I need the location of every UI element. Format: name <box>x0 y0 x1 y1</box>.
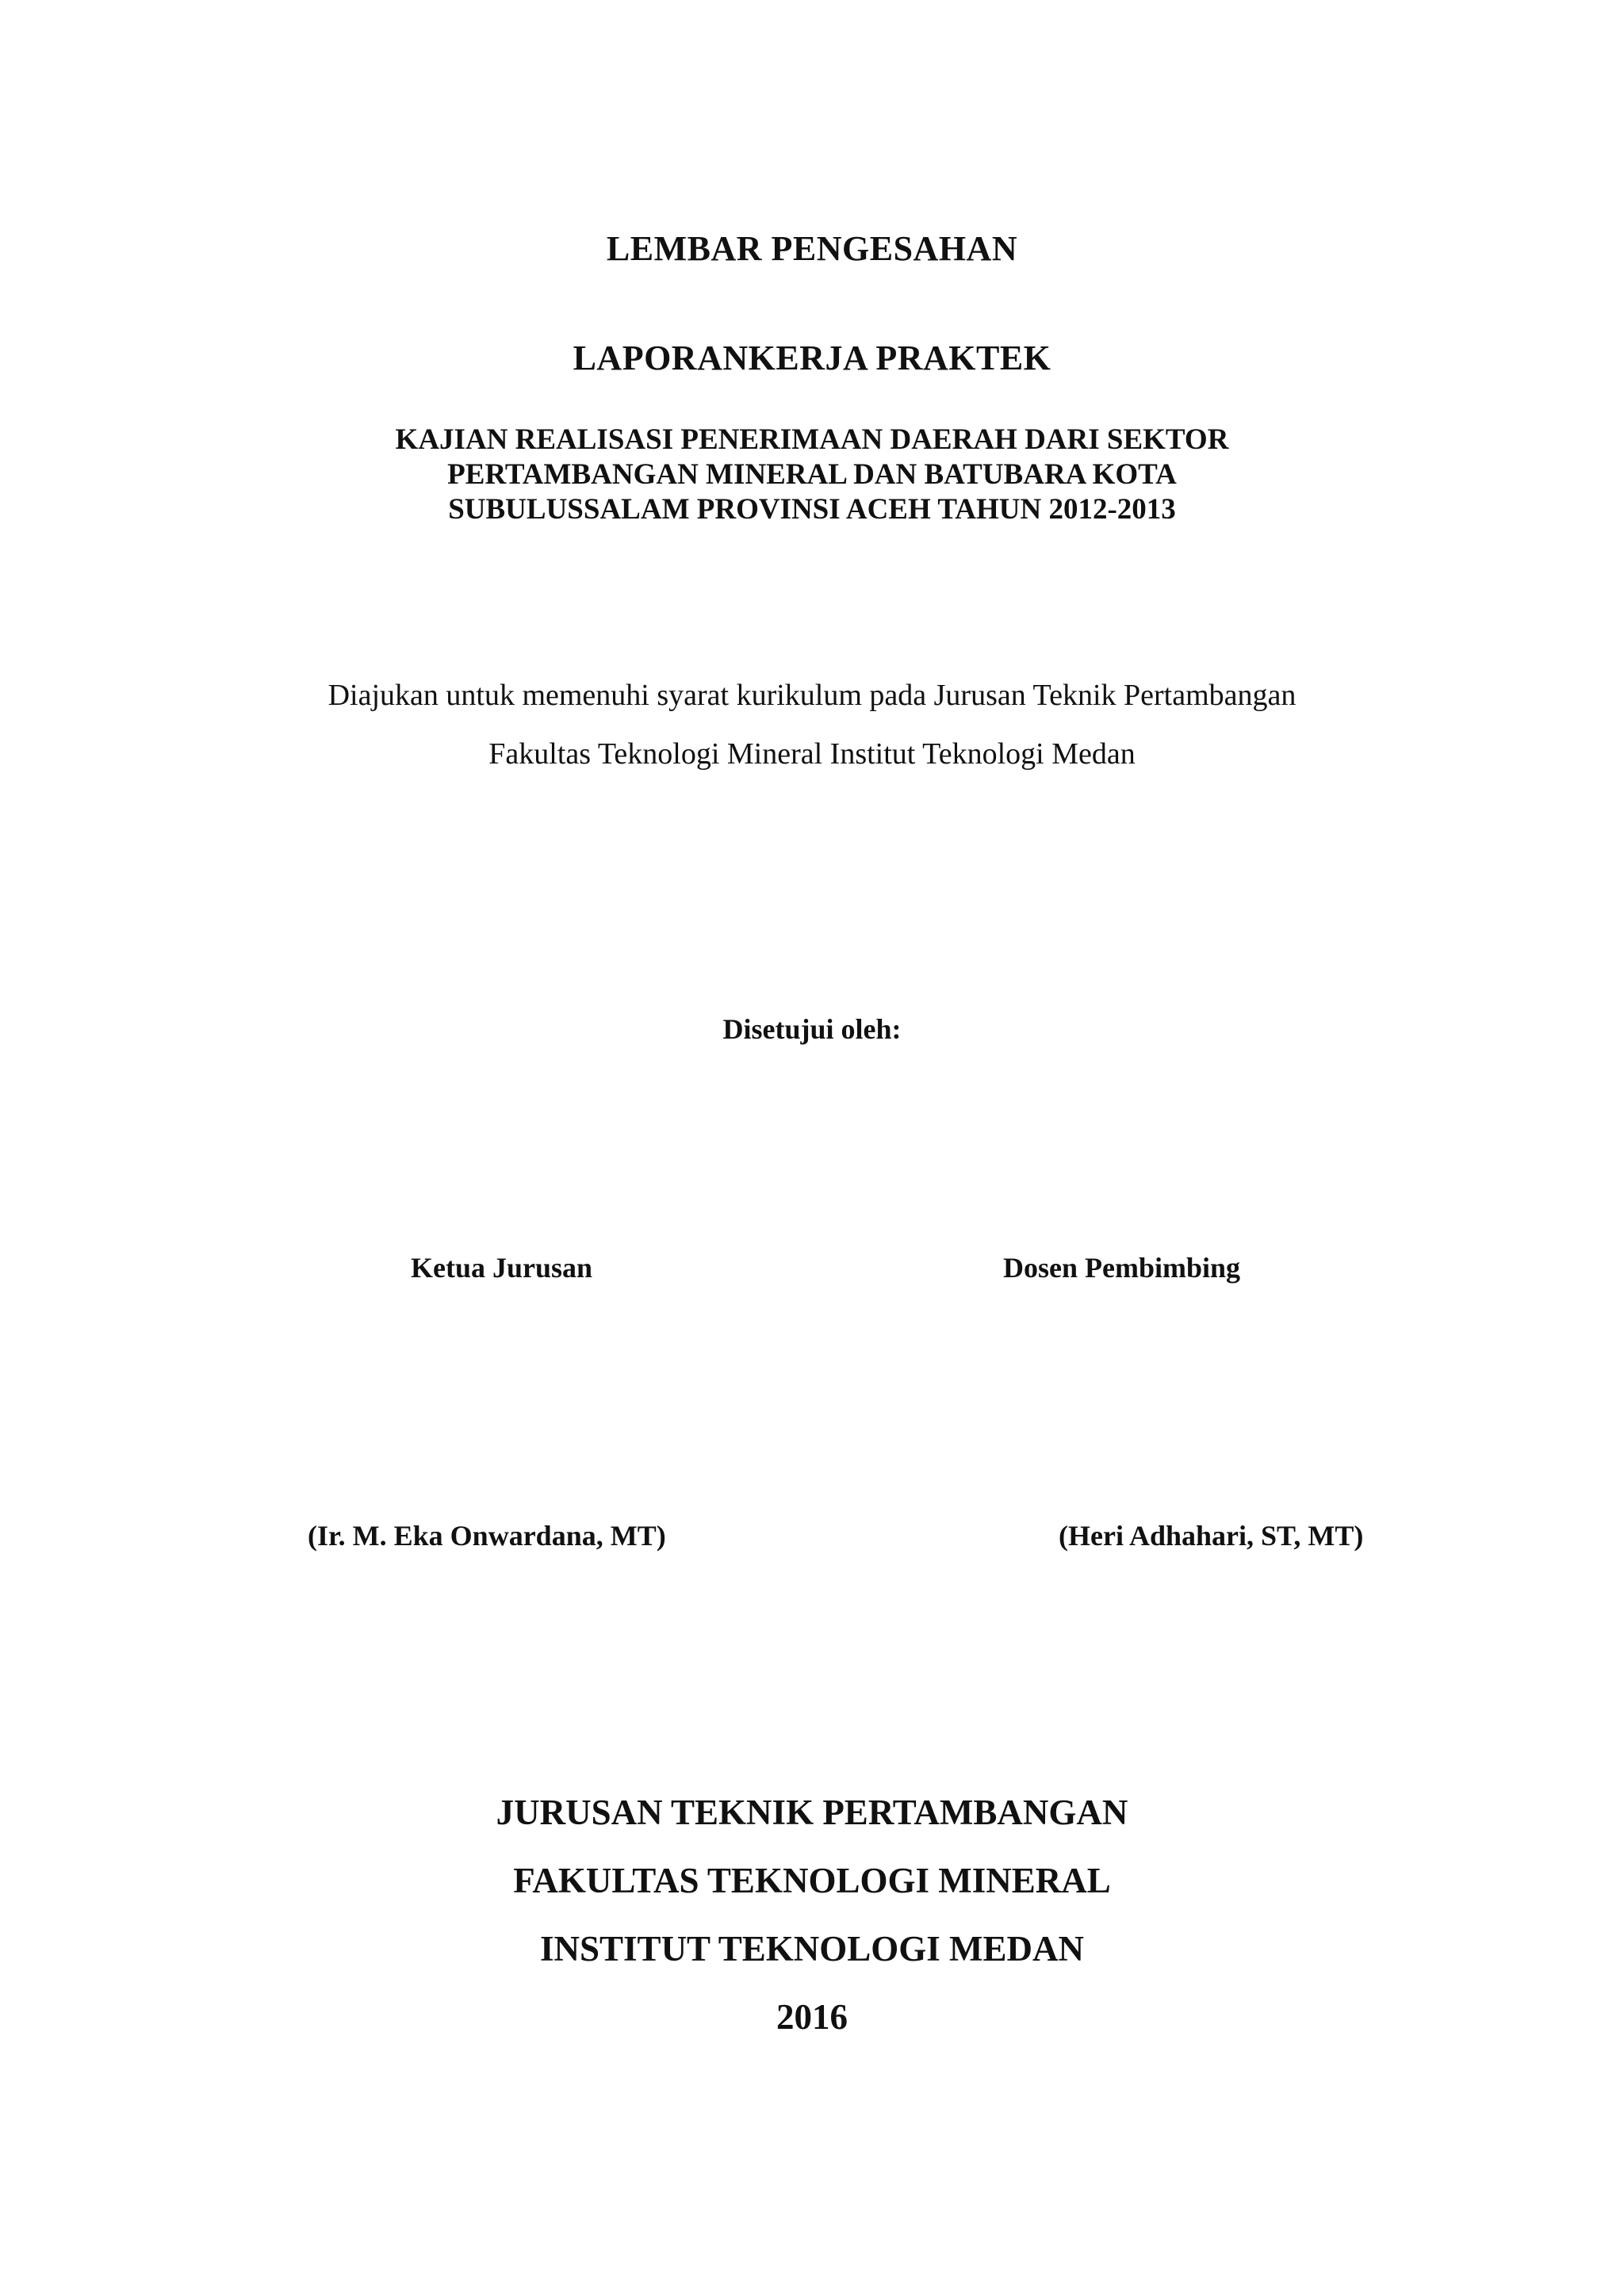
institute-name: INSTITUT TEKNOLOGI MEDAN <box>539 1929 1084 1969</box>
faculty-name: FAKULTAS TEKNOLOGI MINERAL <box>513 1861 1111 1900</box>
head-of-department-name: (Ir. M. Eka Onwardana, MT) <box>308 1520 666 1552</box>
report-title-line: SUBULUSSALAM PROVINSI ACEH TAHUN 2012-2013 <box>448 493 1176 526</box>
head-of-department-role: Ketua Jurusan <box>411 1252 593 1284</box>
report-title <box>0 423 1624 527</box>
page-heading: LEMBAR PENGESAHAN <box>606 229 1018 268</box>
purpose-line: Fakultas Teknologi Mineral Institut Teknologi Medan <box>488 737 1136 771</box>
report-title-line: PERTAMBANGAN MINERAL DAN BATUBARA KOTA <box>447 458 1177 491</box>
approved-by-label: Disetujui oleh: <box>722 1013 902 1045</box>
purpose-line: Diajukan untuk memenuhi syarat kurikulum pada Jurusan Teknik Pertambangan <box>327 679 1297 712</box>
department-name: JURUSAN TEKNIK PERTAMBANGAN <box>496 1793 1128 1832</box>
supervisor-role: Dosen Pembimbing <box>1003 1252 1241 1284</box>
institution-footer <box>0 1778 1624 2051</box>
report-type-heading: LAPORANKERJA PRAKTEK <box>573 339 1051 377</box>
supervisor-name: (Heri Adhahari, ST, MT) <box>1059 1520 1364 1552</box>
year: 2016 <box>776 1997 848 2037</box>
purpose-statement <box>0 666 1624 783</box>
report-title-line: KAJIAN REALISASI PENERIMAAN DAERAH DARI SEKTOR <box>395 423 1229 456</box>
